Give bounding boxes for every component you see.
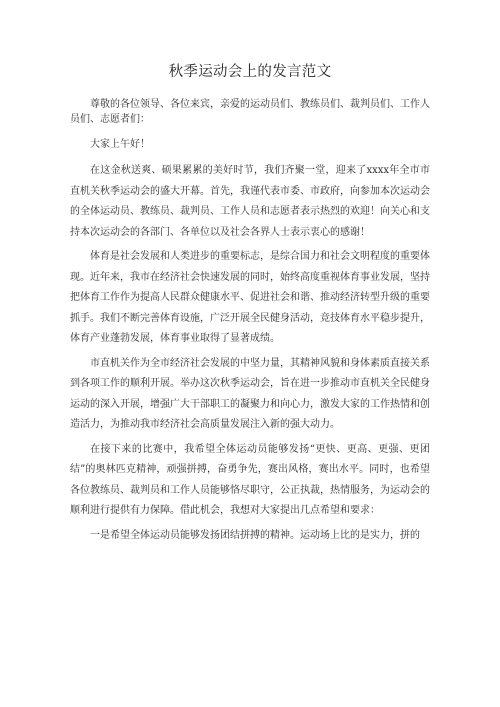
paragraph-opening: 在这金秋送爽、硕果累累的美好时节，我们齐聚一堂，迎来了xxxx年全市市直机关秋季运动会的盛大开幕。首先，我谨代表市委、市政府，向参加本次运动会的全体运动员、教练员、裁判员、工作人员和志愿者表示热烈的欢迎！向关心和支持本次运动会的各部门、各单位以及社会各界人士表示衷心的感谢！ [70,165,430,238]
paragraph-competition-hopes: 在接下来的比赛中，我希望全体运动员能够发扬“更快、更高、更强、更团结”的奥林匹克精神，顽强拼搏，奋勇争先，赛出风格，赛出水平。同时，也希望各位教练员、裁判员和工作人员能够恪尽职守，公正执裁，热情服务，为运动会的顺利进行提供有力保障。借此机会，我想对大家提出几点希望和要求： [70,443,430,516]
paragraph-municipal-organs: 市直机关作为全市经济社会发展的中坚力量，其精神风貌和身体素质直接关系到各项工作的顺利开展。举办这次秋季运动会，旨在进一步推动市直机关全民健身运动的深入开展，增强广大干部职工的凝聚力和向心力，激发大家的工作热情和创造活力，为推动我市经济社会高质量发展注入新的强大动力。 [70,357,430,430]
paragraph-first-hope: 一是希望全体运动员能够发扬团结拼搏的精神。运动场上比的是实力，拼的 [90,529,420,541]
document-title: 秋季运动会上的发言范文 [168,64,332,80]
paragraph-sports-importance: 体育是社会发展和人类进步的重要标志，是综合国力和社会文明程度的重要体现。近年来，我市在经济社会快速发展的同时，始终高度重视体育事业发展，坚持把体育工作作为提高人民群众健康水平、促进社会和谐、推动经济转型升级的重要抓手。我们不断完善体育设施，广泛开展全民健身活动，竞技体育水平稳步提升，体育产业蓬勃发展，体育事业取得了显著成绩。 [70,251,430,344]
paragraph-salutation: 大家上午好！ [90,139,150,150]
paragraph-greeting: 尊敬的各位领导、各位来宾，亲爱的运动员们、教练员们、裁判员们、工作人员们、志愿者们： [70,99,430,125]
